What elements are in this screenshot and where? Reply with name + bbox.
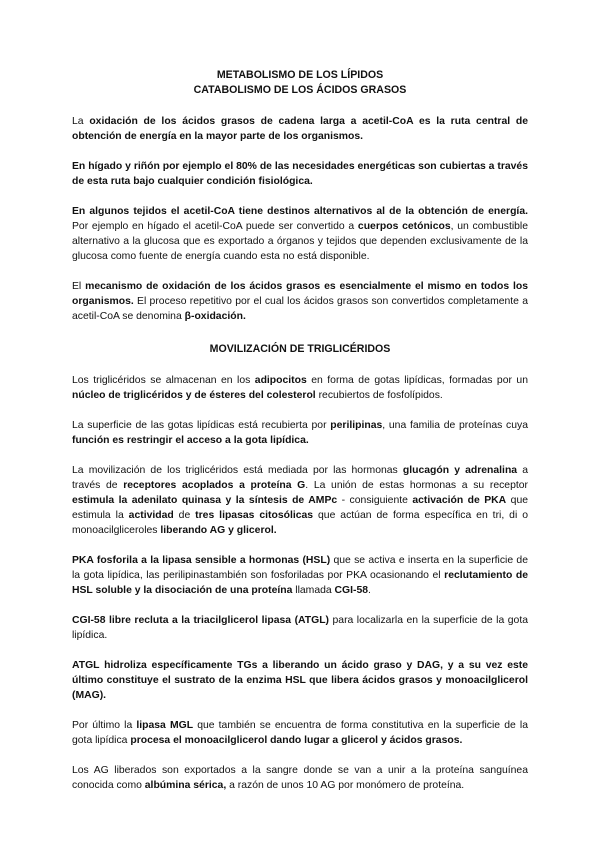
paragraph-5: Los triglicéridos se almacenan en los adipocitos en forma de gotas lipídicas, formadas por un núcleo de triglicéridos y de ésteres del colesterol recubiertos de fosfolípidos. <box>72 375 528 401</box>
paragraph-4: El mecanismo de oxidación de los ácidos grasos es esencialmente el mismo en todos los organismos. El proceso repetitivo por el cual los ácidos grasos son convertidos completamente a acetil-CoA se denomina β-oxidación. <box>72 281 528 322</box>
document-page <box>72 68 528 808</box>
section-heading: MOVILIZACIÓN DE TRIGLICÉRIDOS <box>209 343 391 355</box>
paragraph-10: ATGL hidroliza específicamente TGs a liberando un ácido graso y DAG, y a su vez este último constituye el sustrato de la enzima HSL que libera ácidos grasos y monoacilglicerol (MAG). <box>72 660 528 701</box>
paragraph-2: En hígado y riñón por ejemplo el 80% de las necesidades energéticas son cubiertas a través de esta ruta bajo cualquier condición fisiológica. <box>72 161 528 187</box>
document-title: METABOLISMO DE LOS LÍPIDOS <box>216 69 384 81</box>
paragraph-8: PKA fosforila a la lipasa sensible a hormonas (HSL) que se activa e inserta en la superficie de la gota lipídica, las perilipinastambién son fosforiladas por PKA ocasionando el reclutamiento de HSL soluble y la disociación de una proteína llamada CGI-58. <box>72 555 528 596</box>
paragraph-6: La superficie de las gotas lipídicas está recubierta por perilipinas, una familia de proteínas cuya función es restringir el acceso a la gota lipídica. <box>72 420 529 446</box>
paragraph-1: La oxidación de los ácidos grasos de cadena larga a acetil-CoA es la ruta central de obtención de energía en la mayor parte de los organismos. <box>72 116 528 142</box>
document-subtitle: CATABOLISMO DE LOS ÁCIDOS GRASOS <box>193 84 407 96</box>
paragraph-7: La movilización de los triglicéridos está mediada por las hormonas glucagón y adrenalina a través de receptores acoplados a proteína G. La unión de estas hormonas a su receptor estimula la adenilato quinasa y la síntesis de AMPc - consiguiente activación de PKA que estimula la actividad de tres lipasas citosólicas que actúan de forma específica en tri, di o monoacilgliceroles liberando AG y glicerol. <box>72 465 529 536</box>
paragraph-11: Por último la lipasa MGL que también se encuentra de forma constitutiva en la superficie de la gota lipídica procesa el monoacilglicerol dando lugar a glicerol y ácidos grasos. <box>72 720 528 746</box>
paragraph-3: En algunos tejidos el acetil-CoA tiene destinos alternativos al de la obtención de energía. Por ejemplo en hígado el acetil-CoA puede ser convertido a cuerpos cetónicos, un combustible alternativo a la glucosa que es exportado a órganos y tejidos que dependen exclusivamente de la glucosa como fuente de energía cuando esta no está disponible. <box>72 206 529 262</box>
paragraph-12: Los AG liberados son exportados a la sangre donde se van a unir a la proteína sanguínea conocida como albúmina sérica, a razón de unos 10 AG por monómero de proteína. <box>72 765 528 791</box>
paragraph-9: CGI-58 libre recluta a la triacilglicerol lipasa (ATGL) para localizarla en la superficie de la gota lipídica. <box>72 615 528 641</box>
